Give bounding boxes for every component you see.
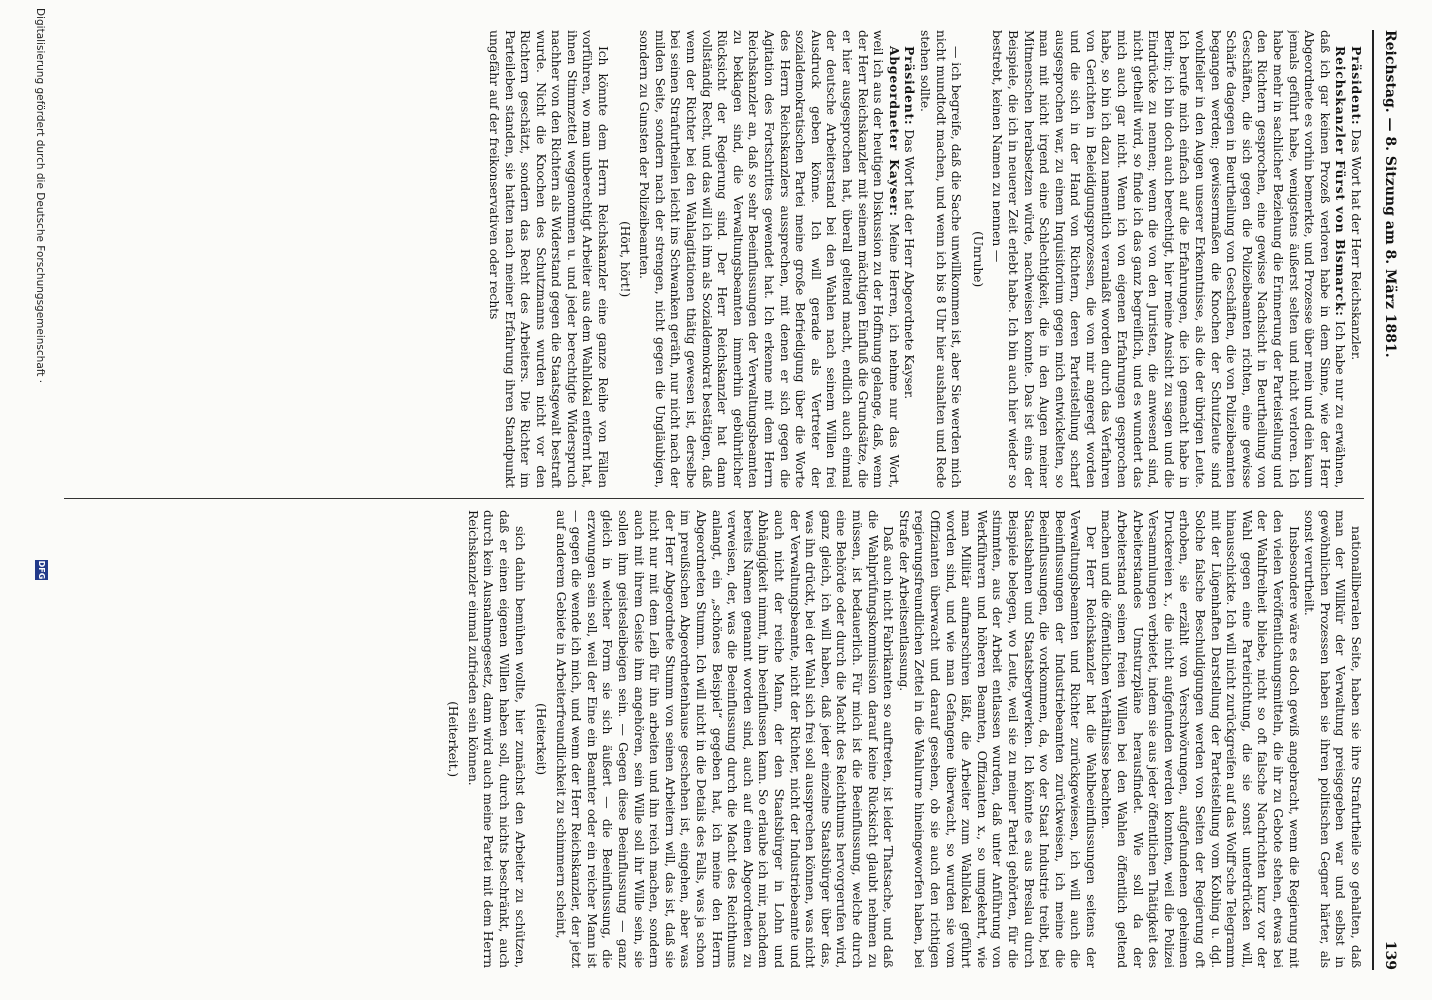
column-divider — [64, 498, 1364, 499]
interjection: (Heiterkeit.) — [446, 701, 462, 777]
interjection: (Hört, hört!) — [617, 220, 633, 298]
left-column — [64, 30, 1364, 488]
page-footer — [28, 0, 68, 1000]
body-paragraph: Der Herr Reichskanzler hat die Wahlbeeinflussungen seitens der Verwaltungsbeamten und Richter zurückgewiesen, ich will auch die Beeinflussungen der Industriebeamten zurückweisen, ich meine die Beeinflussungen, die vorkommen, da, wo der Staat Industrie treibt, bei Staatsbahnen und Staatsbergwerken. Ich könnte es aus Breslau durch Beispiele belegen, wo Leute, weil sie zu meiner Partei gehörten, für die stimmten, aus der Arbeit entlassen wurden, daß unter Anführung von Werkführern und höheren Beamten, Offizianten x., so umgekehrt, wie man Militär aufmarschiren läßt, die Arbeiter zum Wahllokal geführt worden sind, und wie man Gefangene überwacht, so wurden sie vom Offizianten überwacht und darauf gesehen, ob sie auch den richtigen regierungsfreundlichen Zettel in die Wahlurne hineingeworfen haben, bei Strafe der Arbeitsentlassung. — [896, 510, 1099, 968]
rotated-page — [18, 0, 1408, 1000]
speech-paragraph — [1348, 30, 1364, 488]
speech-text: Das Wort hat der Herr Reichskanzler. — [1349, 125, 1364, 361]
speech-text: Meine Herren, ich nehme nur das Wort, weil ich aus der heutigen Diskussion zu der Hoffnung gelange, daß, wenn der Herr Reichskanzler mit seinem mächtigen Einfluß die Grundsätze, die er hier ausgesprochen hat, überall geltend macht, endlich auch einmal der deutsche Arbeiterstand bei den Wahlen nach seinem Willen frei Ausdruck geben könne. Ich will gerade als Vertreter der sozialdemokratischen Partei meine große Befriedigung über die Worte des Herrn Reichskanzlers aussprechen, mit denen er sich gegen die Agitation des Fortschrittes gewendet hat. Ich erkenne mit dem Herrn Reichskanzler an, daß so sehr Beeinflussungen der Verwaltungsbeamten zu beklagen sind, die Verwaltungsbeamten immerhin gebührlicher Rücksicht der Regierung sind. Der Herr Reichskanzler hat dann vollständig Recht, und das will ich ihm als Sozialdemokrat bestätigen, daß wenn der Richter bei den Wahlagitationen thätig gewesen ist, derselbe bei seinen Strafurtheilen leicht ins Schwanken geräth, nur nicht nach der milden Seite, sondern nach der strengen, nicht gegen die Ungläubigen, sondern zu Gunsten der Polizeibeamten. — [637, 30, 902, 488]
speech-text: Das Wort hat der Herr Abgeordnete Kayser. — [902, 125, 918, 400]
speaker-name: Präsident: — [902, 46, 918, 126]
interjection: (Unruhe) — [970, 230, 986, 288]
speech-paragraph — [990, 30, 1349, 488]
speaker-name: Abgeordneter Kayser: — [886, 46, 902, 217]
speech-paragraph — [637, 30, 902, 488]
body-paragraph: sich dahin bemühen wollte, hier zunächst den Arbeiter zu schützen, daß er einen eigenen Willen haben soll, durch nichts beschränkt, auch durch kein Ausnahmegesetz, dann wird auch meine Partei mit dem Herrn Reichskanzler einmal zufrieden sein können. — [465, 510, 528, 968]
body-paragraph: nationalliberalen Seite, haben sie ihre Strafurtheile so gehalten, daß man der Willkür der Verwaltung preisgegeben war und selbst in gewöhnlichen Prozessen haben sie ihren politischen Gegner härter, als sonst verurtheilt. — [1302, 510, 1364, 968]
speech-text: Ich habe nur zu erwähnen, daß ich gar keinen Prozeß verloren habe in dem Sinne, wie der Herr Abgeordnete es vorhin bemerkte, und Prozesse über mein und dein kaum jemals geführt habe, wenigstens äußerst selten und nicht verloren. Ich habe mehr in sachlicher Beziehung die Erinnerung der Parteistellung und den Richtern gesprochen, eine gewisse Nachsicht in Beurtheilung von Geschäften, die sich gegen die Polizeibeamten richten, eine gewisse Schärfe dagegen in Beurtheilung von Geschäften, die von Polizeibeamten begangen werden; gewissermaßen die Knochen der Schutzleute sind wohlfeiler in den Augen unserer Erkenntnisse, als die der übrigen Leute. Ich berufe mich einfach auf die Erfahrungen, die ich gemacht habe in Berlin; ich bin doch auch berechtigt, hier meine Ansicht zu sagen und die Eindrücke zu nennen; wenn die von den Juristen, die anwesend sind, nicht getheilt wird, so finde ich das ganz begreiflich, und es wundert das mich auch gar nicht. Wenn ich von eigenen Erfahrungen gesprochen habe, so bin ich dazu namentlich veranlaßt worden durch das Verfahren von Gerichten in Beleidigungsprozessen, die von mir angeregt worden und die sich in der Hand von Richtern, deren Parteistellung scharf ausgesprochen war, zu einem Inquisitorium gegen mich entwickelten, so man mit nicht irgend eine Schlechtigkeit, die in den Augen meiner Mitmenschen herabsetzen würde, nachweisen konnte. Das ist eins der Beispiele, die ich in neuerer Zeit erlebt habe. Ich bin auch hier wieder so bestrebt, keinen Namen zu nennen — — [990, 30, 1349, 488]
header-title: Reichstag. — 8. Sitzung am 8. März 1881. — [1382, 30, 1398, 358]
right-column — [64, 510, 1364, 968]
body-paragraph: Ich könnte dem Herrn Reichskanzler eine ganze Reihe von Fällen vorführen, wo man unberechtigt Arbeiter aus dem Wahllokal entfernt hat, ihnen Stimmzettel weggenommen u. und jeder berechtigte Widerspruch nachher von den Richtern als Widerstand gegen die Staatsgewalt bestraft wurde. Nicht die Knochen des Schutzmanns wurden nicht vor den Richtern geschätzt, sondern das Recht des Arbeiters. Die Richter im Parteileben standen, sie hatten nach meiner Erfahrung ihren Standpunkt ungefähr auf der freikonservativen oder rechts — [486, 30, 612, 488]
header-rule — [1372, 30, 1374, 970]
footer-credit: Digitalisierung gefördert durch die Deutsche Forschungsgemeinschaft · — [34, 8, 46, 384]
speaker-name: Präsident: — [1349, 46, 1364, 126]
page-number: 139 — [1382, 940, 1398, 970]
body-paragraph: Insbesondere wäre es doch gewiß angebracht, wenn die Regierung mit den vielen Veröffentlichungsmitteln, die ihr zu Gebote stehen, etwas bei der Wahlfreiheit bliebe, nicht so oft falsche Nachrichten kurz vor der Wahl gegen eine Parteirichtung, die sie sonst unterdrücken will, hinausschickte. Ich will nicht zurückgreifen auf das Wolff'sche Telegramm mit der Lügenhaften Darstellung der Parteistellung vom Kobling u. dgl. Solche falsche Beschuldigungen werden von Seiten der Regierung oft erhoben, sie erzählt von Verschwörungen, aufgefundenen geheimen Druckereien x., die nicht aufgefunden werden konnten, weil die Polizei Versammlungen verbietet, indem sie aus jeder öffentlichen Thätigkeit des Arbeiterstandes Umsturzpläne herausfindet. Wie soll da der Arbeiterstand seinen freien Willen bei den Wahlen öffentlich geltend machen und die öffentlichen Verhältnisse beachten. — [1099, 510, 1302, 968]
page-header — [1376, 30, 1402, 970]
interjection: (Heiterkeit) — [534, 703, 550, 775]
speech-paragraph — [902, 30, 918, 488]
speaker-name: Reichskanzler Fürst von Bismarck: — [1333, 46, 1349, 317]
body-paragraph: Daß auch nicht Fabrikanten so auftreten, ist leider Thatsache, und daß die Wahlprüfungskommission darauf keine Rücksicht glaubt nehmen zu müssen, ist bedauerlich. Für mich ist die Beeinflussung, welche durch eine Behörde oder durch die Macht des Reichthums hervorgerufen wird, ganz gleich, ich will haben, daß jeder einzelne Staatsbürger über das, was ihn drückt, bei der Wahl sich frei soll aussprechen können, was nicht der Verwaltungsbeamte, nicht der Richter, nicht der Industriebeamte und auch nicht der reiche Mann, der den Staatsbürger in Lohn und Abhängigkeit nimmt, ihn beeinflussen kann. So erlaube ich mir, nachdem bereits Namen genannt worden sind, auch auf einen Abgeordneten zu verweisen, der, was die Beeinflussung durch die Macht des Reichthums anlangt, ein „schönes Beispiel“ gegeben hat, ich meine den Herrn Abgeordneten Stumm. Ich will nicht in die Details des Falls, was ja schon im preußischen Abgeordnetenhause geschehen ist, eingehen, aber was der Herr Abgeordnete Stumm von seinen Arbeitern will, das ist, daß sie nicht nur mit dem Leib für ihn arbeiten und ihn reich machen, sondern auch mit ihrem Geiste ihm angehören, sein Wille soll ihr Wille sein, sie sollen ihm geistesleibeigen sein. — Gegen diese Beeinflussung — ganz gleich in welcher Form sie sich äußert — die Beeinflussung, die erzwungen sein soll, weil der Eine ein Beamter oder ein reicher Mann ist — gegen die wende ich mich, und wenn der Herr Reichskanzler, der jetzt auf anderem Gebiete in Arbeiterfreundlichkeit zu schimmern scheint, — [553, 510, 897, 968]
body-paragraph: — ich begreife, daß die Sache unwillkommen ist, aber Sie werden mich nicht mundtodt machen, und wenn ich bis 8 Uhr hier aushalten und Rede stehen sollte. — [917, 30, 965, 488]
dfg-logo: DFG — [37, 560, 46, 580]
